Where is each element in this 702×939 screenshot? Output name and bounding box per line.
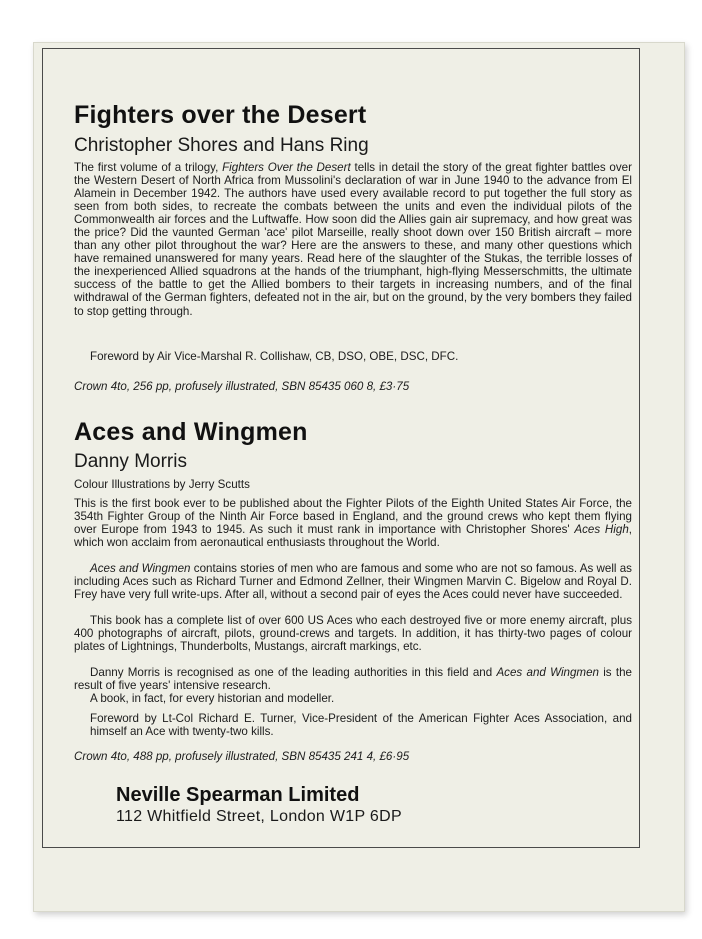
book2-p4-pre: Danny Morris is recognised as one of the leading authorities in this field and (90, 666, 497, 679)
book2-p1-pre: This is the first book ever to be published about the Fighter Pilots of the Eighth United States Air Force, the 354th Fighter Group of the Ninth Air Force based in England, and the ground crews who kept them flying over Europe from 1943 to 1945. As such it must rank in importance with Christopher Shores' (74, 497, 632, 537)
book1-desc-post: tells in detail the story of the great fighter battles over the Western Desert of North Africa from Mussolini's declaration of war in June 1940 to the advance from El Alamein in December 1942. The authors have used every available record to put together the full story as seen from both sides, to recreate the combats between the units and even the individual pilots of the Commonwealth air forces and the Luftwaffe. How soon did the Allies gain air supremacy, and how great was the price? Did the vaunted German 'ace' pilot Marseille, really shoot down over 150 British aircraft – more than any other pilot throughout the war? Here are the answers to these, and many other questions which have remained unanswered for many years. Read here of the slaughter of the Stukas, the terrible losses of the inexperienced Allied squadrons at the hands of the triumphant, high-flying Messerschmitts, the ultimate success of the battle to get the Allied bombers to their targets in increasing numbers, and of the final withdrawal of the German fighters, defeated not in the air, but on the ground, by the very bombers they failed to stop getting through. (74, 161, 632, 318)
book2-illustrations: Colour Illustrations by Jerry Scutts (74, 478, 250, 491)
book2-foreword: Foreword by Lt-Col Richard E. Turner, Vice-President of the American Fighter Aces Association, and himself an Ace with twenty-two kills. (90, 712, 632, 739)
book2-title: Aces and Wingmen (74, 418, 308, 446)
book2-paragraph-5: A book, in fact, for every historian and modeller. (90, 692, 335, 705)
book1-desc-pre: The first volume of a trilogy, (74, 161, 223, 174)
book2-paragraph-2 (74, 562, 632, 601)
book2-p4-post: is the result of five years' intensive research. (74, 666, 632, 693)
book2-paragraph-4 (74, 666, 632, 692)
book1-title: Fighters over the Desert (74, 101, 367, 129)
book1-foreword: Foreword by Air Vice-Marshal R. Collishaw, CB, DSO, OBE, DSC, DFC. (90, 350, 459, 363)
book1-specs: Crown 4to, 256 pp, profusely illustrated, SBN 85435 060 8, £3·75 (74, 380, 410, 393)
book2-p2-post: contains stories of men who are famous and some who are not so famous. As well as including Aces such as Richard Turner and Edmond Zellner, their Wingmen Marvin C. Bigelow and Royal D. Frey have very full write-ups. After all, without a second pair of eyes the Aces could never have succeeded. (74, 562, 632, 602)
book1-description (74, 161, 632, 318)
book1-desc-italic: Fighters Over the Desert (222, 161, 351, 174)
book2-paragraph-3: This book has a complete list of over 600 US Aces who each destroyed five or more enemy aircraft, plus 400 photographs of aircraft, pilots, ground-crews and targets. In addition, it has thirty-two pages of colour plates of Lightnings, Thunderbolts, Mustangs, aircraft markings, etc. (74, 614, 632, 654)
book2-p1-post: , which won acclaim from aeronautical enthusiasts throughout the World. (74, 523, 632, 550)
book1-authors: Christopher Shores and Hans Ring (74, 135, 369, 156)
publisher-address: 112 Whitfield Street, London W1P 6DP (116, 808, 402, 825)
book2-p4-italic: Aces and Wingmen (496, 666, 599, 679)
publisher-name: Neville Spearman Limited (116, 784, 360, 806)
book2-paragraph-1 (74, 497, 632, 549)
book2-p2-italic: Aces and Wingmen (90, 562, 191, 575)
book2-specs: Crown 4to, 488 pp, profusely illustrated, SBN 85435 241 4, £6·95 (74, 750, 410, 763)
book2-p1-italic: Aces High (574, 523, 629, 537)
book2-author: Danny Morris (74, 451, 187, 472)
